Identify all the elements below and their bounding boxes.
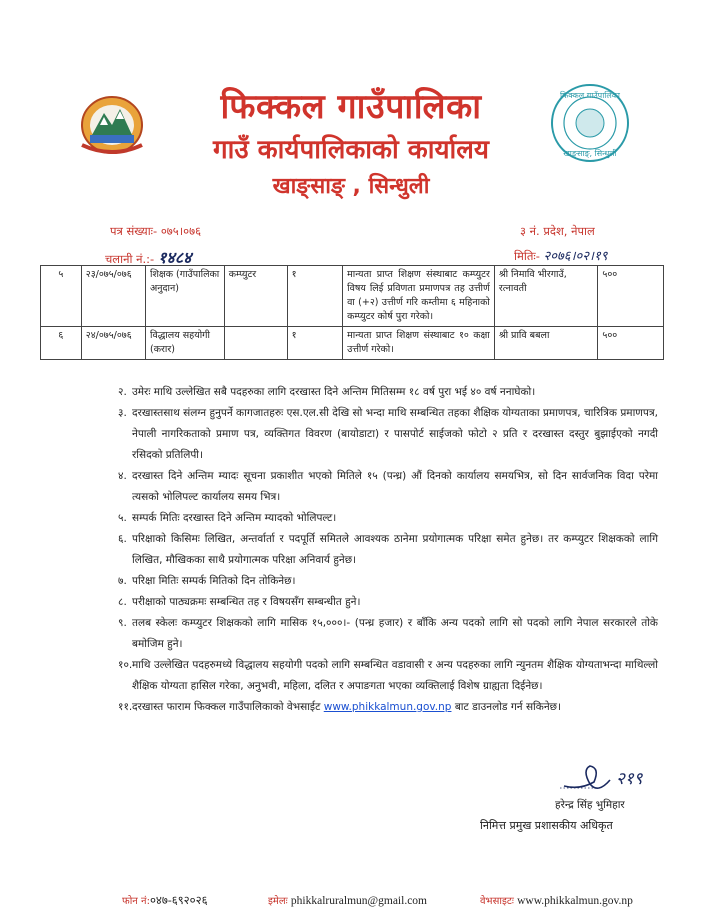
table-cell-code: २३/०७५/०७६ [81, 266, 145, 327]
footer-web-value[interactable]: www.phikkalmun.gov.np [517, 895, 633, 907]
clause-item [118, 592, 658, 613]
clause-item [118, 697, 658, 718]
clause-item [118, 571, 658, 592]
table-cell-fee: ५०० [598, 266, 664, 327]
chalani-value: १४८४ [158, 248, 192, 267]
clause-text: तलब स्केलः कम्प्युटर शिक्षकको लागि मासिक १५,०००।- (पन्ध्र हजार) र बाँकि अन्य पदको लागि सो पदको लागि नेपाल सरकारले तोके बमोजिम हुने। [132, 617, 658, 650]
vacancy-table [40, 265, 664, 360]
table-cell-qualification: मान्यता प्राप्त शिक्षण संस्थाबाट कम्प्युटर विषय लिई प्रविणता प्रमाणपत्र तह उत्तीर्ण वा (+२) उत्तीर्ण गरि कम्तीमा ६ महिनाको कम्प्युटर कोर्ष पुरा गरेको। [343, 266, 495, 327]
clause-text-after: बाट डाउनलोड गर्न सकिनेछ। [454, 701, 561, 713]
footer-phone [122, 893, 208, 908]
footer-website [480, 893, 633, 907]
table-row [41, 266, 664, 327]
office-name-title: फिक्कल गाउँपालिका [220, 87, 482, 127]
website-link[interactable]: www.phikkalmun.gov.np [323, 701, 452, 713]
clause-number: ८. [118, 596, 127, 608]
reference-number: पत्र संख्याः- ०७५।०७६ [110, 224, 202, 238]
table-cell-post: शिक्षक (गाउँपालिका अनुदान) [145, 266, 224, 327]
office-address: खाङ्साङ् , सिन्धुली [272, 174, 430, 199]
clause-item [118, 403, 658, 466]
clause-item [118, 382, 658, 403]
signature-number: २१९ [616, 769, 643, 789]
table-cell-count: १ [287, 327, 343, 360]
table-cell-school: श्री प्रावि बबला [494, 327, 598, 360]
table-cell-count: १ [287, 266, 343, 327]
letter-date [514, 246, 607, 264]
clause-number: ४. [118, 470, 127, 482]
clause-item [118, 529, 658, 571]
clause-item [118, 508, 658, 529]
clause-text: दरखास्तसाथ संलग्न हुनुपर्ने कागजातहरुः एस.एल.सी देखि सो भन्दा माथि सम्बन्धित तहका शैक्षिक योग्यताका प्रमाणपत्र, चारित्रिक प्रमाणपत्र, नेपाली नागरिकताको प्रमाण पत्र, व्यक्तिगत विवरण (बायोडाटा) र पासपोर्ट साईजको फोटो २ प्रति र दरखास्त दस्तुर बुझाईएको नगदी रसिदको प्रतिलिपी। [132, 407, 658, 461]
clause-number: ५. [118, 512, 127, 524]
clause-text: उमेरः माथि उल्लेखित सबै पदहरुका लागि दरखास्त दिने अन्तिम मितिसम्म १८ वर्ष पुरा भई ४० वर्ष ननाघेको। [132, 386, 536, 398]
clause-text: परिक्षा मितिः सम्पर्क मितिको दिन तोकिनेछ। [132, 575, 296, 587]
signatory-name: हरेन्द्र सिंह भुमिहार [555, 799, 625, 811]
office-subtitle: गाउँ कार्यपालिकाको कार्यालय [213, 135, 489, 165]
clause-number: ६. [118, 533, 127, 545]
clause-number: १०. [118, 659, 133, 671]
notice-clauses [118, 382, 658, 718]
clause-item [118, 613, 658, 655]
table-cell-post: विद्धालय सहयोगी (करार) [145, 327, 224, 360]
signatory-title: निमित्त प्रमुख प्रशासकीय अधिकृत [480, 819, 613, 832]
footer-email-label: इमेलः [268, 896, 288, 907]
clause-number: ९. [118, 617, 127, 629]
clause-text: सम्पर्क मितिः दरखास्त दिने अन्तिम म्यादको भोलिपल्ट। [132, 512, 337, 524]
seal-text-top: फिक्कल गाउँपालिका [560, 91, 620, 100]
signature-mark [560, 760, 670, 796]
footer-email [268, 893, 427, 907]
clause-text-before: दरखास्त फाराम फिक्कल गाउँपालिकाको वेभसाईट [132, 701, 321, 713]
clause-number: ११. [118, 701, 133, 713]
date-value: २०७६।०२।१९ [543, 249, 608, 264]
footer-email-value[interactable]: phikkalruralmun@gmail.com [290, 895, 427, 907]
table-cell-subject [224, 327, 287, 360]
clause-number: २. [118, 386, 127, 398]
signature-scribble-icon [560, 760, 670, 796]
table-cell-fee: ५०० [598, 327, 664, 360]
clause-text: परीक्षाको पाठ्यक्रमः सम्बन्धित तह र विषयसँग सम्बन्धीत हुने। [132, 596, 361, 608]
province-label: ३ नं. प्रदेश, नेपाल [520, 224, 595, 238]
table-row [41, 327, 664, 360]
footer-web-label: वेभसाइटः [480, 896, 514, 907]
footer-phone-label: फोन नं: [122, 896, 150, 907]
chalani-label: चलानी नं.:- [105, 252, 155, 266]
table-cell-sn: ५ [41, 266, 82, 327]
table-cell-subject: कम्प्युटर [224, 266, 287, 327]
clause-number: ७. [118, 575, 127, 587]
clause-item [118, 655, 658, 697]
clause-item [118, 466, 658, 508]
footer-phone-value: ०४७-६९२०२६ [149, 895, 208, 907]
clause-number: ३. [118, 407, 127, 419]
table-cell-qualification: मान्यता प्राप्त शिक्षण संस्थाबाट १० कक्षा उत्तीर्ण गरेको। [343, 327, 495, 360]
table-cell-school: श्री निमावि भीरगाउँ, रत्नावती [494, 266, 598, 327]
table-cell-sn: ६ [41, 327, 82, 360]
clause-text: दरखास्त दिने अन्तिम म्यादः सूचना प्रकाशीत भएको मितिले १५ (पन्ध्र) औं दिनको कार्यालय समयभित्र, सो दिन सार्वजनिक विदा परेमा त्यसको भोलिपल्ट कार्यालय समय भित्र। [132, 470, 658, 503]
clause-text: माथि उल्लेखित पदहरुमध्ये विद्धालय सहयोगी पदको लागि सम्बन्धित वडावासी र अन्य पदहरुका लागि न्युनतम शैक्षिक योग्यताभन्दा माथिल्लो शैक्षिक योग्यता हासिल गरेका, अनुभवी, महिला, दलित र अपाङगता भएका व्यक्तिलाई विशेष ग्राह्यता दिईनेछ। [132, 659, 658, 692]
table-cell-code: २४/०७५/०७६ [81, 327, 145, 360]
seal-text-bottom: खाङ्साङ्, सिन्धुली [563, 149, 617, 158]
clause-text: परिक्षाको किसिमः लिखित, अन्तर्वार्ता र पदपूर्ति समितले आवश्यक ठानेमा प्रयोगात्मक परिक्षा समेत हुनेछ। तर कम्प्युटर शिक्षकको लागि लिखित, मौखिकका साथै प्रयोगात्मक परिक्षा अनिवार्य हुनेछ। [132, 533, 658, 566]
date-label: मितिः- [514, 249, 540, 263]
